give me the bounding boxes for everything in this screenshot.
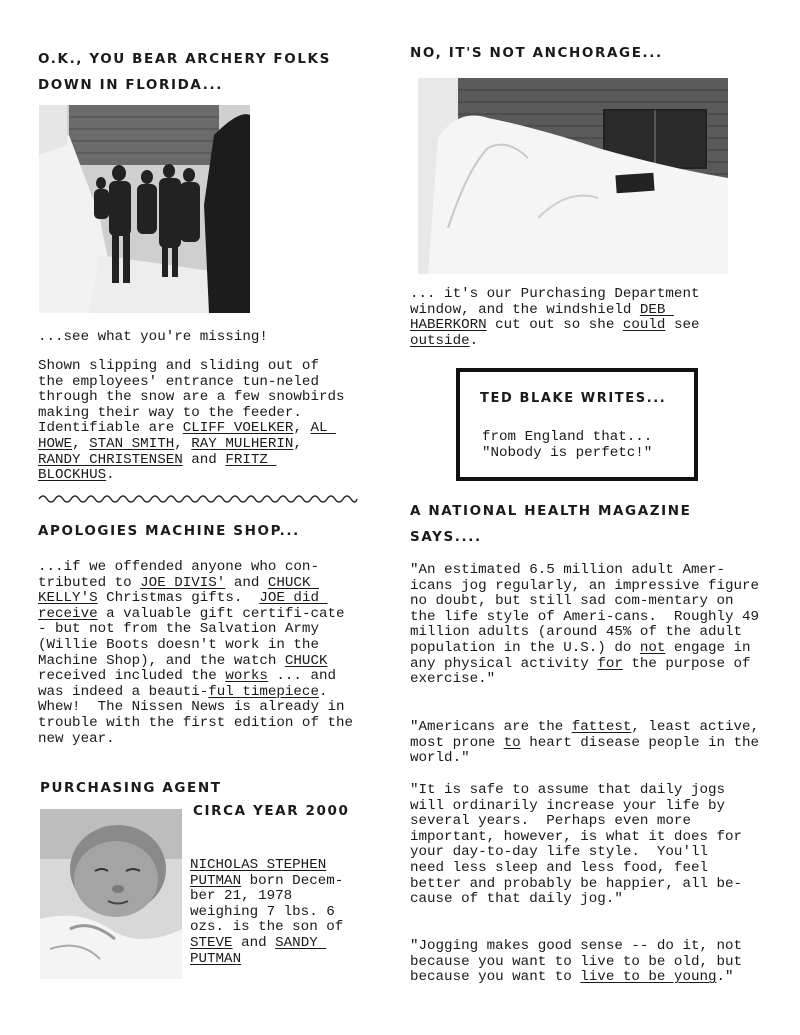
- works-word: works: [225, 668, 268, 685]
- quote4-text-a: "Jogging makes good sense -- do it, not because you want to live to be old, but because you want to: [410, 938, 751, 986]
- could-word: could: [622, 317, 666, 334]
- baby-photo: [40, 809, 182, 979]
- health-quote-1: [410, 562, 768, 688]
- baby-caption: [190, 858, 362, 967]
- separator: ,: [293, 435, 311, 452]
- quote4-text-b: .": [716, 969, 734, 986]
- live-to-be-young: live to be young: [580, 969, 717, 986]
- anchorage-text-3: see: [665, 317, 709, 334]
- health-quote-3: "It is safe to assume that daily jogs will ordinarily increase your life by several years. Perhaps even more important, however, is what it does for your day-to-day life style. You'll need less sleep and less food, feel better and probably be happier, all be-cause of that daily jog.": [410, 782, 751, 908]
- machine-text-7: . Whew! The Nissen News is already in trouble with the first edition of the new year.: [38, 683, 362, 747]
- machine-shop-heading: APOLOGIES MACHINE SHOP...: [38, 523, 300, 539]
- name-sandy-putman: SANDY PUTMAN: [190, 934, 327, 967]
- archery-heading-line1: O.K., YOU BEAR ARCHERY FOLKS: [38, 51, 331, 67]
- to-word: to: [503, 734, 521, 751]
- name-fritz-blockhus: FRITZ BLOCKHUS: [38, 451, 277, 484]
- wavy-divider: [37, 492, 359, 510]
- health-heading-line1: A NATIONAL HEALTH MAGAZINE: [410, 503, 692, 519]
- name-putman: PUTMAN: [190, 872, 242, 889]
- ted-blake-quote: [482, 430, 692, 461]
- archery-body: Shown slipping and sliding out of the employees' entrance tun-neled through the snow are a few snowbirds making their way to the feeder. Identifiable are CLIFF VOELKER, AL HOWE, STAN SMITH, RAY MULHERIN, RANDY CHRISTENSEN and FRITZ BLOCKHUS.: [38, 358, 354, 484]
- machine-text-4: a valuable gift certifi-cate - but not from the Salvation Army (Willie Boots doesn't work in the Machine Shop), and the watch: [38, 605, 354, 669]
- machine-text-3: Christmas gifts.: [97, 590, 260, 607]
- name-chuck-kellys: CHUCK KELLY'S: [38, 574, 319, 607]
- name-chuck: CHUCK: [284, 652, 328, 669]
- name-al-howe: AL HOWE: [38, 420, 337, 452]
- name-stan-smith: STAN SMITH: [89, 435, 175, 452]
- and-word: and: [191, 451, 217, 468]
- name-steve: STEVE: [190, 934, 233, 951]
- name-cliff-voelker: CLIFF VOELKER: [182, 420, 294, 437]
- health-heading-line2: SAYS....: [410, 529, 482, 545]
- anchorage-caption: [410, 287, 736, 349]
- health-quote-4: [410, 939, 750, 986]
- quote1-text-c: the purpose of exercise.": [410, 655, 760, 688]
- quote1-text-b: engage in any physical activity: [410, 639, 760, 672]
- machine-text-5: received included the: [38, 652, 336, 685]
- quote2-text-b: , least active, most prone: [410, 719, 768, 751]
- archery-caption: ...see what you're missing!: [38, 329, 268, 345]
- name-joe-divis: JOE DIVIS': [140, 574, 226, 591]
- health-quote-2: [410, 719, 768, 767]
- anchorage-text-2: cut out so she: [486, 317, 623, 334]
- machine-shop-body: [38, 559, 362, 747]
- quote2-text-c: heart disease people in the world.": [410, 734, 768, 767]
- machine-text-6: ... and was indeed a beauti-: [38, 668, 345, 700]
- name-ray-mulherin: RAY MULHERIN: [191, 435, 294, 452]
- archery-heading-line2: DOWN IN FLORIDA...: [38, 77, 223, 93]
- archery-heading: [38, 46, 331, 98]
- fattest-word: fattest: [571, 719, 632, 735]
- separator: ,: [293, 420, 311, 437]
- outside-word: outside: [410, 332, 470, 349]
- health-heading: [410, 498, 692, 550]
- name-nicholas-stephen: NICHOLAS STEPHEN: [190, 857, 327, 873]
- machine-text-2: and: [225, 574, 268, 591]
- anchorage-text-1: ... it's our Purchasing Department window, and the windshield: [410, 286, 708, 318]
- purchasing-agent-heading: PURCHASING AGENT: [40, 780, 222, 796]
- baby-text-1: born Decem-ber 21, 1978 weighing 7 lbs. 6 ozs. is the son of: [190, 872, 352, 936]
- archery-body-text: Shown slipping and sliding out of the employees' entrance tun-neled through the snow are a few snowbirds making their way to the feeder. Identifiable are: [38, 358, 354, 437]
- ted-blake-heading: TED BLAKE WRITES...: [480, 391, 667, 406]
- quote1-text-a: "An estimated 6.5 million adult Amer-icans jog regularly, an impressive figure no doubt, but still sad com-mentary on the life style of Ameri-cans. Roughly 49 million adults (around 45% of the adult population in the U.S.) do: [410, 562, 768, 656]
- snowbirds-photo: [39, 105, 250, 313]
- ted-blake-box: [456, 368, 698, 481]
- not-word: not: [639, 639, 666, 656]
- separator: ,: [174, 435, 192, 452]
- ted-line-1: from England that...: [482, 429, 653, 445]
- machine-text-1: ...if we offended anyone who con-tributed to: [38, 559, 319, 591]
- circa-year-heading: CIRCA YEAR 2000: [193, 803, 350, 819]
- separator: ,: [72, 435, 90, 452]
- name-deb-haberkorn: DEB HABERKORN: [410, 301, 674, 334]
- anchorage-heading: NO, IT'S NOT ANCHORAGE...: [410, 45, 663, 61]
- name-randy-christensen: RANDY CHRISTENSEN: [38, 451, 183, 468]
- snow-window-photo: [418, 78, 728, 274]
- joe-did-receive: JOE did receive: [38, 590, 328, 622]
- baby-text-2: and: [232, 934, 276, 951]
- for-word: for: [597, 655, 623, 672]
- quote2-text-a: "Americans are the: [410, 719, 572, 735]
- anchorage-text-4: .: [469, 332, 479, 349]
- ful-timepiece: ful timepiece: [208, 683, 319, 700]
- ted-line-2: "Nobody is perfetc!": [482, 444, 653, 461]
